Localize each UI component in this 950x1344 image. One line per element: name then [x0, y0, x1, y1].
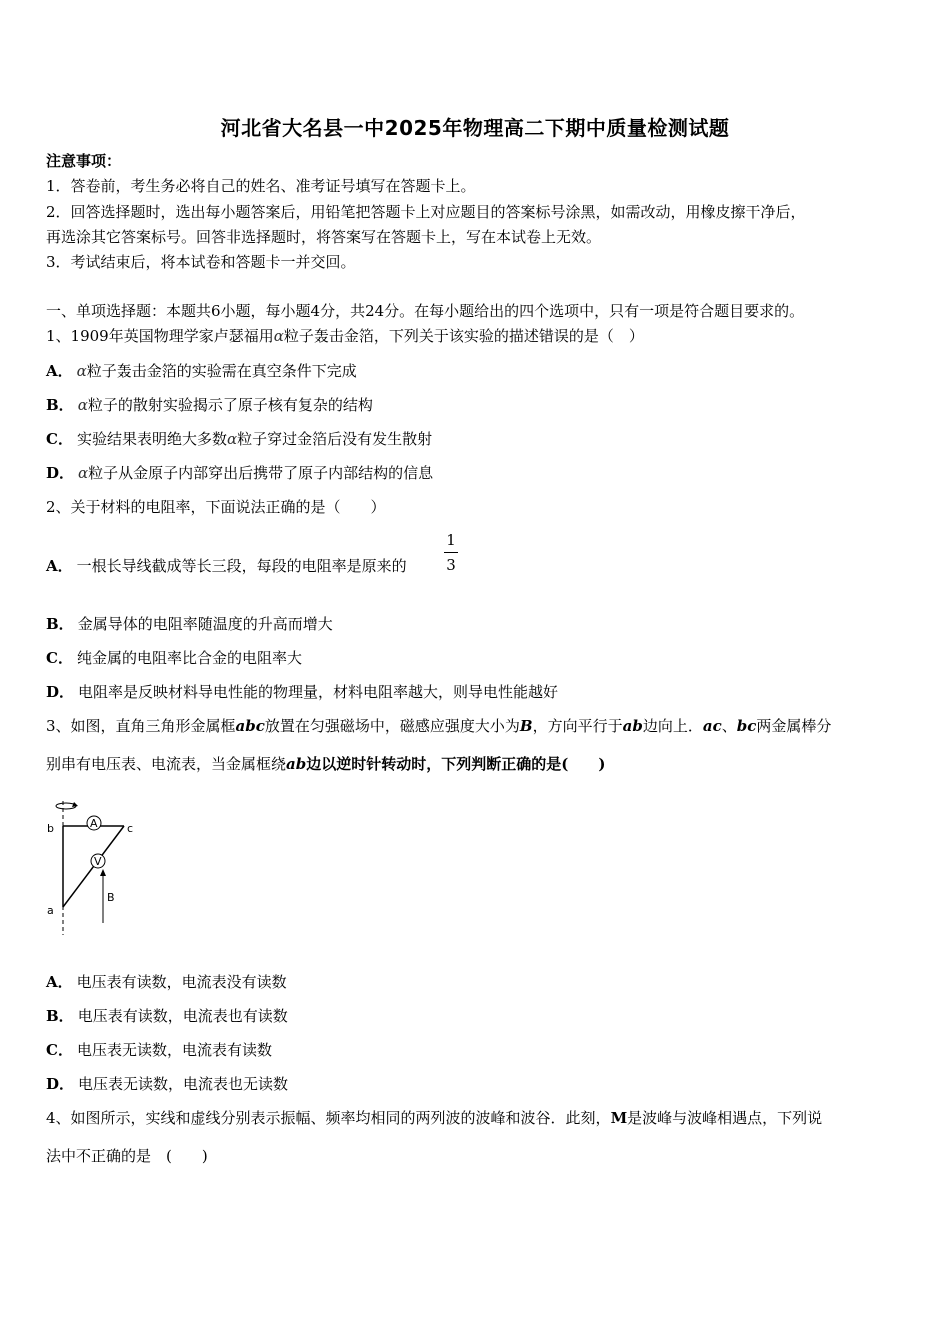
q2-option-a [46, 556, 910, 576]
q3-text: 3、如图，直角三角形金属框 [46, 717, 236, 735]
q1-option-c [46, 429, 910, 449]
option-text: 电压表有读数，电流表也有读数 [77, 1007, 288, 1025]
fraction-bar [444, 552, 458, 553]
option-text: 粒子的散射实验揭示了原子核有复杂的结构 [87, 396, 373, 414]
q2-option-d [46, 682, 910, 702]
fraction-one-third [444, 530, 458, 575]
q3-text: ，方向平行于 [532, 717, 623, 735]
notice-item-3: 3．考试结束后，将本试卷和答题卡一并交回。 [46, 253, 356, 271]
notice-item-2-cont: 再选涂其它答案标号。回答非选择题时，将答案写在答题卡上，写在本试卷上无效。 [46, 228, 602, 246]
rotation-arrowhead-icon [72, 802, 78, 807]
option-label: D． [46, 1075, 75, 1093]
option-label: D． [46, 683, 75, 701]
page-title: 河北省大名县一中2025年物理高二下期中质量检测试题 [220, 116, 730, 140]
q1-stem-a: 1、1909年英国物理学家卢瑟福用 [46, 327, 274, 345]
q1-stem-b: 粒子轰击金箔，下列关于该实验的描述错误的是（ ） [283, 327, 644, 345]
vertex-label-a: a [47, 904, 54, 917]
q3-var-B: B [519, 717, 533, 735]
option-label: C． [46, 649, 73, 667]
q4-var-M: M [610, 1109, 628, 1127]
alpha-symbol: α [226, 430, 238, 448]
q2-option-c [46, 648, 910, 668]
q3-var-ab: ab [622, 717, 643, 735]
option-text: 一根长导线截成等长三段，每段的电阻率是原来的 [76, 557, 407, 575]
ammeter-label: A [90, 817, 98, 830]
field-label-B: B [107, 891, 115, 904]
option-text: 粒子穿过金箔后没有发生散射 [237, 430, 433, 448]
q3-option-c [46, 1040, 910, 1060]
q3-var-abc: abc [235, 717, 265, 735]
option-label: A． [46, 557, 73, 575]
notice-item-1: 1．答卷前，考生务必将自己的姓名、准考证号填写在答题卡上。 [46, 177, 476, 195]
q3-var-bc: bc [736, 717, 757, 735]
fraction-denominator: 3 [446, 556, 456, 574]
q3-stem-line1 [46, 716, 910, 736]
alpha-symbol: α [273, 327, 284, 345]
q4-text: 4、如图所示，实线和虚线分别表示振幅、频率均相同的两列波的波峰和波谷．此刻， [46, 1109, 611, 1127]
section-heading: 一、单项选择题：本题共6小题，每小题4分，共24分。在每小题给出的四个选项中，只有一项是符合题目要求的。 [46, 302, 805, 320]
q3-text: 边向上． [642, 717, 703, 735]
q1-option-a [46, 361, 910, 381]
q3-var-ab: ab [286, 755, 307, 773]
alpha-symbol: α [78, 464, 89, 482]
q1-stem [46, 326, 910, 346]
option-text: 电阻率是反映材料导电性能的物理量，材料电阻率越大，则导电性能越好 [78, 683, 559, 701]
option-label: A． [46, 362, 73, 380]
q4-text: 是波峰与波峰相遇点，下列说 [627, 1109, 823, 1127]
q3-text: 别串有电压表、电流表，当金属框绕 [46, 755, 287, 773]
option-text: 电压表无读数，电流表有读数 [76, 1041, 272, 1059]
q3-stem-line2 [46, 754, 910, 774]
notice-item-2: 2．回答选择题时，选出每小题答案后，用铅笔把答题卡上对应题目的答案标号涂黑，如需改动，用橡皮擦干净后， [46, 203, 806, 221]
option-label: B． [46, 396, 74, 414]
alpha-symbol: α [77, 396, 88, 414]
option-label: B． [46, 1007, 74, 1025]
q1-option-b [46, 395, 910, 415]
option-text: 粒子从金原子内部穿出后携带了原子内部结构的信息 [88, 464, 434, 482]
voltmeter-label: V [94, 855, 102, 868]
option-label: B． [46, 615, 74, 633]
q2-stem: 2、关于材料的电阻率，下面说法正确的是（ ） [46, 498, 386, 516]
q3-text: 边以逆时针转动时，下列判断正确的是( ) [306, 755, 606, 773]
q4-stem-line2: 法中不正确的是 ( ) [46, 1147, 208, 1165]
q3-option-b [46, 1006, 910, 1026]
triangle-frame-diagram [40, 795, 150, 940]
q3-var-ac: ac [702, 717, 722, 735]
fraction-numerator: 1 [446, 531, 456, 549]
q4-stem-line1 [46, 1108, 910, 1128]
q1-option-d [46, 463, 910, 483]
option-label: D． [46, 464, 75, 482]
q3-text: 两金属棒分 [756, 717, 832, 735]
option-text: 粒子轰击金箔的实验需在真空条件下完成 [86, 362, 357, 380]
q3-option-d [46, 1074, 910, 1094]
option-text: 纯金属的电阻率比合金的电阻率大 [76, 649, 302, 667]
option-text: 电压表无读数，电流表也无读数 [78, 1075, 289, 1093]
vertex-label-c: c [127, 822, 134, 835]
q3-text: 放置在匀强磁场中，磁感应强度大小为 [264, 717, 520, 735]
option-text: 金属导体的电阻率随温度的升高而增大 [77, 615, 333, 633]
q3-option-a [46, 972, 910, 992]
option-label: A． [46, 973, 73, 991]
q2-option-b [46, 614, 910, 634]
option-text-pre: 实验结果表明绝大多数 [76, 430, 227, 448]
vertex-label-b: b [47, 822, 54, 835]
option-label: C． [46, 1041, 73, 1059]
notice-heading: 注意事项： [46, 152, 122, 170]
q3-text: 、 [721, 717, 737, 735]
option-label: C． [46, 430, 73, 448]
field-arrowhead-icon [100, 869, 106, 876]
alpha-symbol: α [76, 362, 87, 380]
option-text: 电压表有读数，电流表没有读数 [76, 973, 287, 991]
